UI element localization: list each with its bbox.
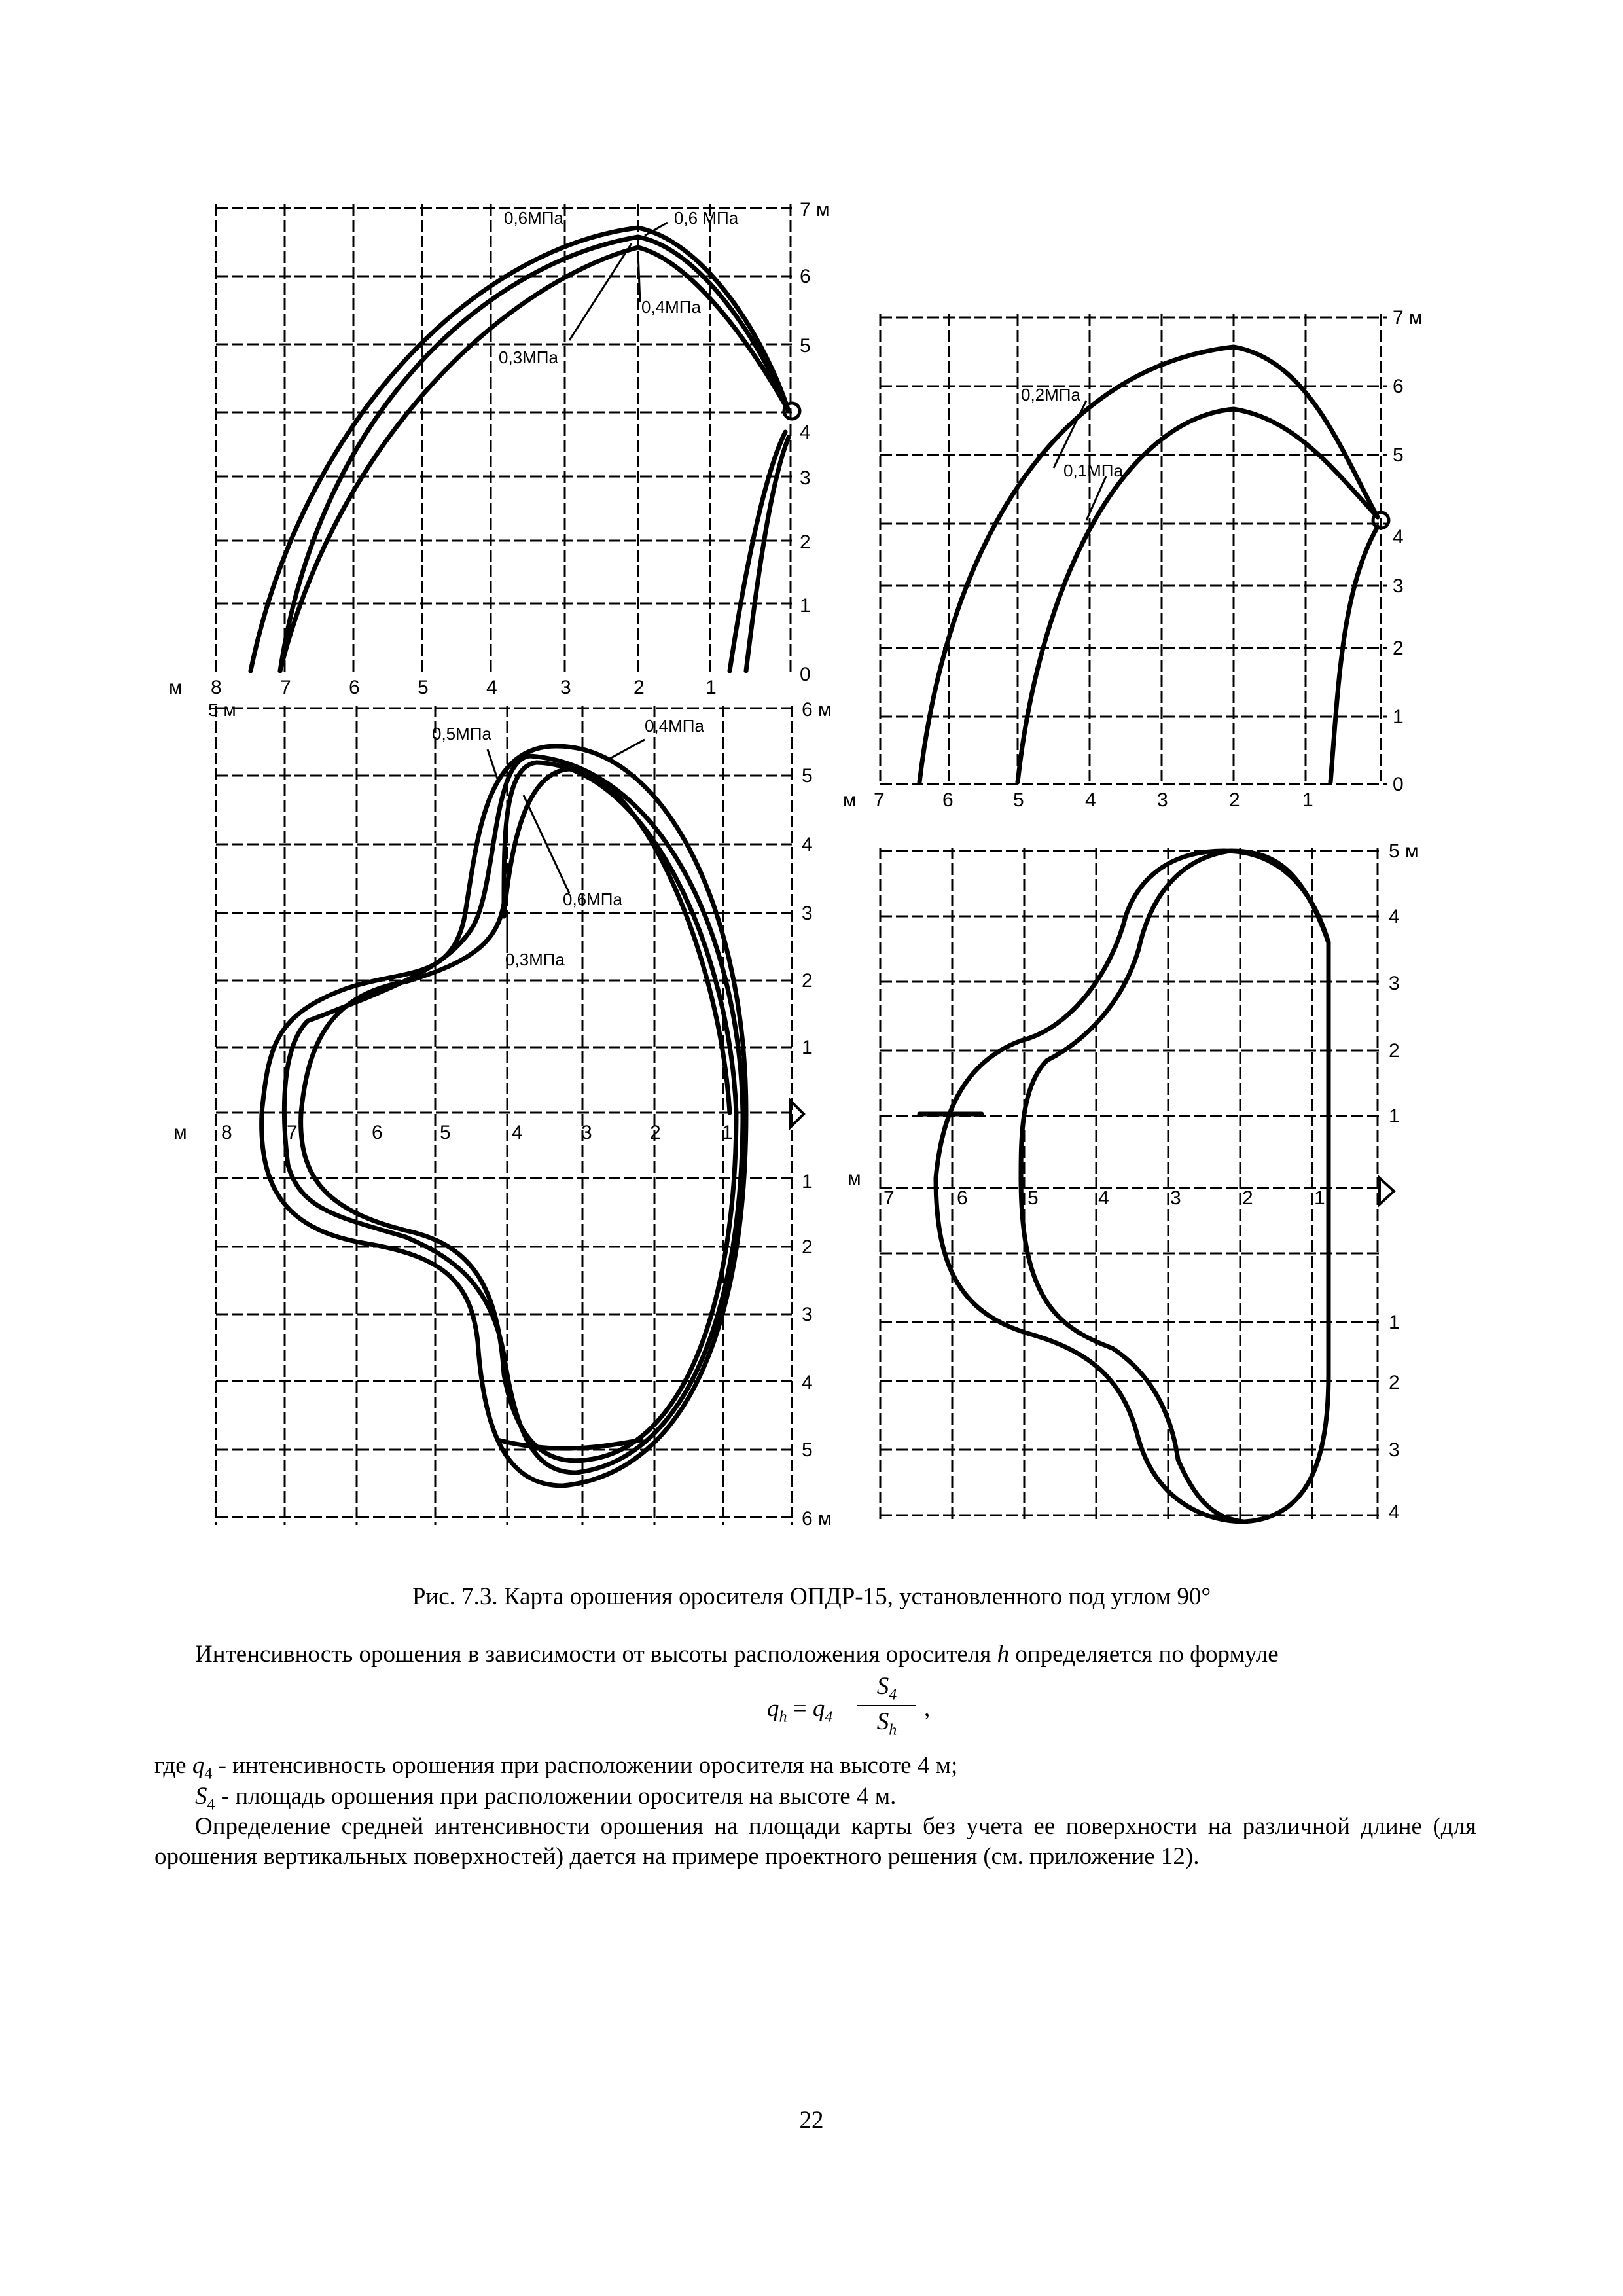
page-number: 22 [799,2107,824,2134]
y-tick: 6 [800,266,811,287]
x-tick: 4 [1098,1187,1109,1209]
y-tick: 5 [802,765,813,787]
x-tick: 5 [418,677,429,698]
y-tick: 1 [800,595,811,617]
x-tick: 5 [1013,789,1024,811]
svg-text:м: м [173,1122,187,1143]
s4-definition: $S_4$ - площадь орошения при расположении оросителя на высоте 4 м. [195,1783,897,1814]
y-tick: 2 [1393,637,1404,659]
y-tick: 0 [1393,774,1404,795]
svg-text:м: м [847,1168,861,1189]
y-tick: 5 [802,1439,813,1461]
y-tick: 6 м [802,699,832,721]
y-tick: 3 [800,467,811,489]
x-tick: 5 [440,1122,451,1143]
x-tick: 1 [1314,1187,1325,1209]
y-tick: 3 [1393,575,1404,597]
y-tick: 6 м [802,1508,832,1530]
intro-paragraph [195,1640,1279,1670]
svg-text:м: м [169,677,183,698]
x-tick: 6 [957,1187,968,1209]
x-tick: 3 [1170,1187,1181,1209]
y-tick: 7 м [800,199,830,221]
curve-label: 0,3МПа [505,950,565,969]
y-tick: 4 [1393,526,1404,548]
x-tick: 1 [705,677,717,698]
y-tick: 6 [1393,376,1404,397]
x-tick: 6 [349,677,360,698]
y-tick: 3 [1389,1439,1400,1461]
curve-label: 0,3МПа [499,348,558,367]
x-tick: 2 [1242,1187,1253,1209]
x-tick: 3 [560,677,571,698]
y-tick: 4 [1389,906,1400,927]
curve-label: 0,4МПа [645,716,704,736]
y-tick: 4 [802,834,813,855]
y-tick: 1 [1389,1312,1400,1333]
svg-text:5 м: 5 м [208,700,236,720]
curve-label: 0,6 МПа [674,208,739,228]
formula: $q_h = q_4$ $\frac{S_4}{S_h}$ , [767,1673,931,1739]
y-tick: 5 [1393,444,1404,466]
y-tick: 2 [800,531,811,553]
y-tick: 2 [802,970,813,992]
y-tick: 3 [1389,973,1400,994]
closing-paragraph: Определение средней интенсивности орошения на площади карты без учета ее поверхности на различной длине (для орошения вертикальных поверхностей) дается на примере проектного решения (см. приложение 12). [154,1813,1476,1870]
y-tick: 2 [1389,1040,1400,1062]
x-tick: 7 [287,1122,298,1143]
y-tick: 5 м [1389,840,1419,862]
y-tick: 3 [802,1304,813,1325]
x-tick: 7 [883,1187,895,1209]
x-tick: 8 [211,677,222,698]
y-tick: 5 [800,335,811,357]
y-tick: 7 м [1393,307,1423,329]
y-tick: 2 [1389,1372,1400,1393]
x-tick: 4 [1085,789,1096,811]
panel-elevation-left [169,199,830,698]
y-tick: 3 [802,903,813,924]
curve-label: 0,4МПа [641,297,701,317]
intro-end: определяется по формуле [1015,1641,1279,1668]
y-tick: 4 [802,1372,813,1393]
y-tick: 2 [802,1236,813,1258]
y-tick: 1 [802,1037,813,1058]
y-tick: 1 [1393,706,1404,728]
x-tick: 7 [280,677,291,698]
x-tick: 6 [372,1122,383,1143]
svg-text:м: м [843,789,857,811]
x-tick: 6 [942,789,954,811]
curve-label: 0,2МПа [1021,385,1080,404]
x-tick: 1 [1302,789,1313,811]
x-tick: 5 [1027,1187,1039,1209]
panel-elevation-right [843,307,1423,811]
curve-label: 0,5МПа [432,724,491,744]
y-tick: 0 [800,664,811,685]
curve-label: 0,1МПа [1063,461,1123,480]
formula-fraction: $\frac{S_4}{S_h}$ [857,1672,916,1740]
y-tick: 1 [1389,1105,1400,1127]
y-tick: 1 [802,1171,813,1193]
y-tick: 4 [800,422,811,443]
x-tick: 4 [512,1122,523,1143]
curve-label: 0,6МПа [563,889,622,909]
x-tick: 3 [581,1122,592,1143]
y-tick: 4 [1389,1501,1400,1523]
x-tick: 2 [1229,789,1240,811]
panel-plan-right [847,840,1419,1523]
figure-caption: Рис. 7.3. Карта орошения оросителя ОПДР-15, установленного под углом 90° [412,1583,1211,1610]
intro-text: Интенсивность орошения в зависимости от высоты расположения оросителя [195,1641,991,1668]
x-tick: 8 [221,1122,232,1143]
q4-definition: где $q_4$ - интенсивность орошения при расположении оросителя на высоте 4 м; [154,1752,958,1783]
x-tick: 3 [1157,789,1168,811]
x-tick: 2 [650,1122,661,1143]
intro-var: h [997,1641,1010,1668]
x-tick: 7 [874,789,885,811]
panel-plan-left [173,699,832,1530]
x-tick: 1 [722,1122,733,1143]
x-tick: 4 [486,677,497,698]
x-tick: 2 [633,677,645,698]
curve-label: 0,6МПа [504,208,563,228]
